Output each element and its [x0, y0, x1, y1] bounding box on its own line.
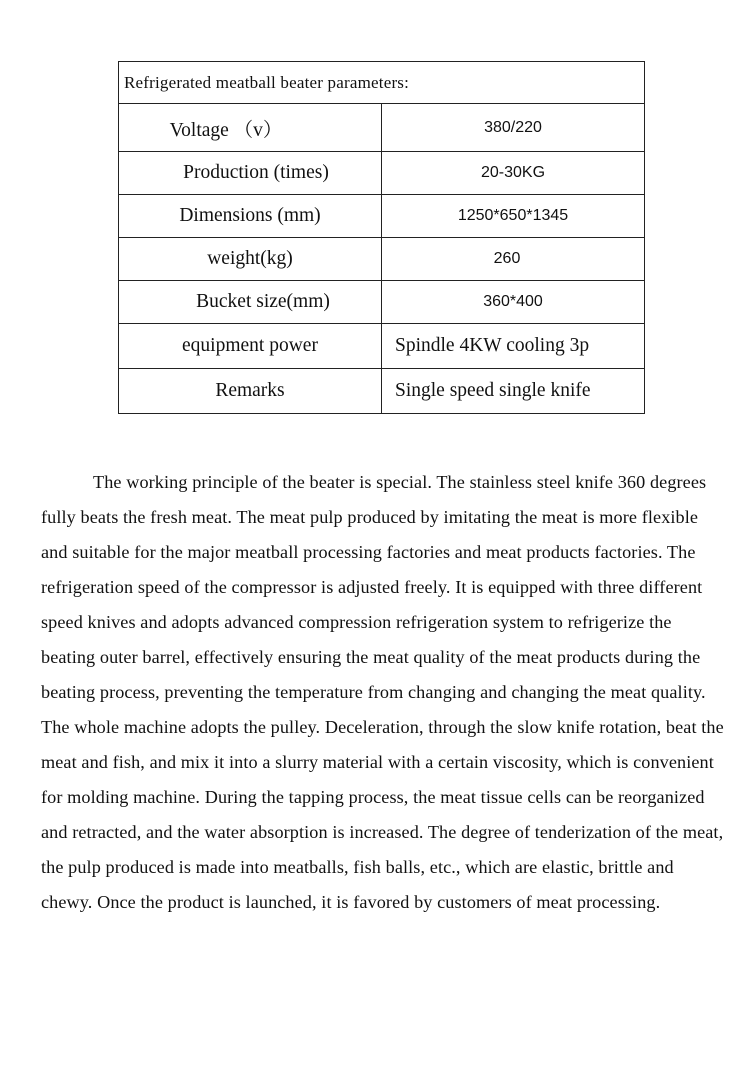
description-paragraph: The working principle of the beater is special. The stainless steel knife 360 degrees fully beats the fresh meat. The meat pulp produced by imitating the meat is more flexible and suitable for the major meatball processing factories and meat products factories. The refrigeration speed of the compressor is adjusted freely. It is equipped with three different speed knives and adopts advanced compression refrigeration system to refrigerize the beating outer barrel, effectively ensuring the meat quality of the meat products during the beating process, preventing the temperature from changing and changing the meat quality. The whole machine adopts the pulley. Deceleration, through the slow knife rotation, beat the meat and fish, and mix it into a slurry material with a certain viscosity, which is convenient for molding machine. During the tapping process, the meat tissue cells can be reorganized and retracted, and the water absorption is increased. The degree of tenderization of the meat, the pulp produced is made into meatballs, fish balls, etc., which are elastic, brittle and chewy. Once the product is launched, it is favored by customers of meat processing.: [41, 472, 724, 912]
row-label-voltage: Voltage （v）: [119, 104, 382, 152]
table-row-voltage: [119, 104, 645, 152]
row-label-equipment-power: equipment power: [119, 324, 382, 369]
table-row-dimensions: [119, 195, 645, 238]
table-row-equipment-power: [119, 324, 645, 369]
row-value-remarks: Single speed single knife: [382, 369, 645, 414]
table-title: Refrigerated meatball beater parameters:: [119, 62, 645, 104]
row-value-production: 20-30KG: [382, 152, 645, 195]
table-row-remarks: [119, 369, 645, 414]
row-value-dimensions: 1250*650*1345: [382, 195, 645, 238]
row-value-equipment-power: Spindle 4KW cooling 3p: [382, 324, 645, 369]
row-value-voltage: 380/220: [382, 104, 645, 152]
row-value-weight: 260: [382, 238, 645, 281]
row-label-production: Production (times): [119, 152, 382, 195]
row-label-weight: weight(kg): [119, 238, 382, 281]
parameters-table: [118, 61, 645, 414]
row-value-bucket-size: 360*400: [382, 281, 645, 324]
table-row-production: [119, 152, 645, 195]
row-label-bucket-size: Bucket size(mm): [119, 281, 382, 324]
row-label-dimensions: Dimensions (mm): [119, 195, 382, 238]
table-row-weight: [119, 238, 645, 281]
table-title-row: [119, 62, 645, 104]
table-row-bucket-size: [119, 281, 645, 324]
row-label-remarks: Remarks: [119, 369, 382, 414]
